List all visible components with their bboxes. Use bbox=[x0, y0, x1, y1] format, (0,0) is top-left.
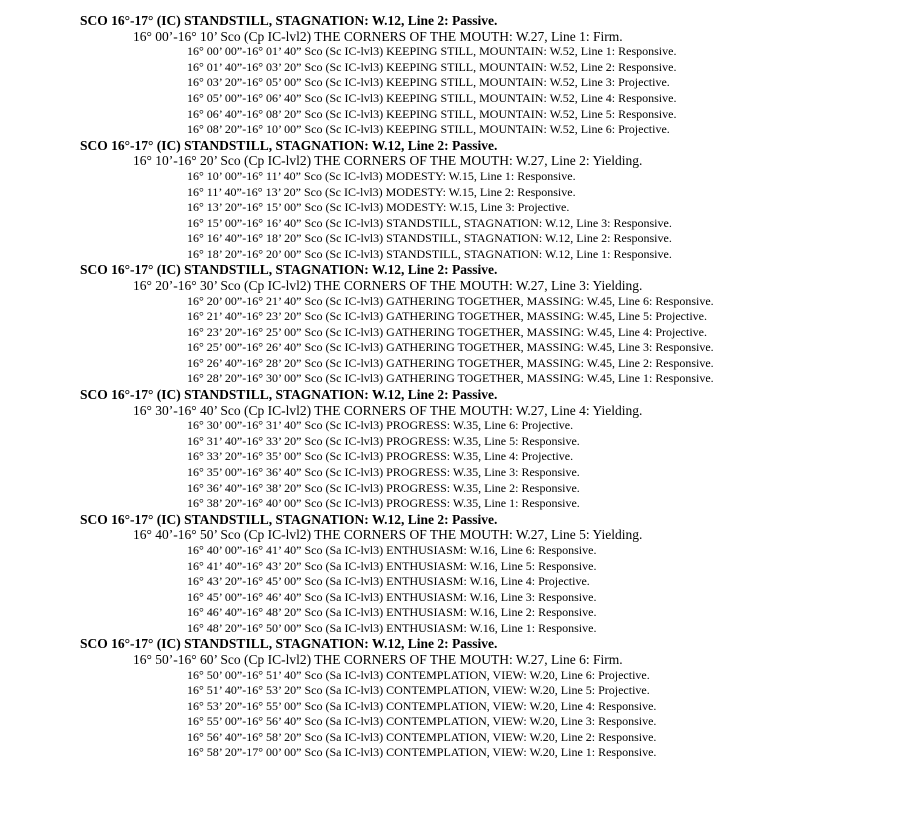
detail-line: 16° 26’ 40”-16° 28’ 20” Sco (Sc IC-lvl3) GATHERING TOGETHER, MASSING: W.45, Line 2: Responsive. bbox=[187, 355, 714, 370]
detail-line: 16° 06’ 40”-16° 08’ 20” Sco (Sc IC-lvl3) KEEPING STILL, MOUNTAIN: W.52, Line 5: Responsive. bbox=[187, 106, 677, 121]
detail-line: 16° 05’ 00”-16° 06’ 40” Sco (Sc IC-lvl3) KEEPING STILL, MOUNTAIN: W.52, Line 4: Responsive. bbox=[187, 91, 677, 106]
detail-line: 16° 56’ 40”-16° 58’ 20” Sco (Sa IC-lvl3) CONTEMPLATION, VIEW: W.20, Line 2: Responsive. bbox=[187, 729, 657, 744]
section-1 bbox=[0, 13, 900, 138]
detail-line: 16° 50’ 00”-16° 51’ 40” Sco (Sa IC-lvl3) CONTEMPLATION, VIEW: W.20, Line 6: Projective. bbox=[187, 667, 650, 682]
detail-line: 16° 20’ 00”-16° 21’ 40” Sco (Sc IC-lvl3) GATHERING TOGETHER, MASSING: W.45, Line 6: Responsive. bbox=[187, 293, 714, 308]
section-heading: SCO 16°-17° (IC) STANDSTILL, STAGNATION: W.12, Line 2: Passive. bbox=[80, 386, 498, 402]
detail-line: 16° 23’ 20”-16° 25’ 00” Sco (Sc IC-lvl3) GATHERING TOGETHER, MASSING: W.45, Line 4: Projective. bbox=[187, 324, 707, 339]
section-5 bbox=[0, 512, 900, 637]
section-3 bbox=[0, 262, 900, 387]
detail-line: 16° 15’ 00”-16° 16’ 40” Sco (Sc IC-lvl3) STANDSTILL, STAGNATION: W.12, Line 3: Responsive. bbox=[187, 215, 672, 230]
subsection-heading: 16° 30’-16° 40’ Sco (Cp IC-lvl2) THE CORNERS OF THE MOUTH: W.27, Line 4: Yielding. bbox=[133, 402, 643, 418]
detail-line: 16° 28’ 20”-16° 30’ 00” Sco (Sc IC-lvl3) GATHERING TOGETHER, MASSING: W.45, Line 1: Responsive. bbox=[187, 371, 714, 386]
subsection-heading: 16° 10’-16° 20’ Sco (Cp IC-lvl2) THE CORNERS OF THE MOUTH: W.27, Line 2: Yielding. bbox=[133, 153, 643, 169]
detail-line: 16° 08’ 20”-16° 10’ 00” Sco (Sc IC-lvl3) KEEPING STILL, MOUNTAIN: W.52, Line 6: Projective. bbox=[187, 122, 670, 137]
subsection-heading: 16° 40’-16° 50’ Sco (Cp IC-lvl2) THE CORNERS OF THE MOUTH: W.27, Line 5: Yielding. bbox=[133, 527, 643, 543]
section-heading: SCO 16°-17° (IC) STANDSTILL, STAGNATION: W.12, Line 2: Passive. bbox=[80, 511, 498, 527]
detail-line: 16° 41’ 40”-16° 43’ 20” Sco (Sa IC-lvl3) ENTHUSIASM: W.16, Line 5: Responsive. bbox=[187, 558, 597, 573]
section-heading: SCO 16°-17° (IC) STANDSTILL, STAGNATION: W.12, Line 2: Passive. bbox=[80, 137, 498, 153]
detail-line: 16° 33’ 20”-16° 35’ 00” Sco (Sc IC-lvl3) PROGRESS: W.35, Line 4: Projective. bbox=[187, 449, 574, 464]
detail-line: 16° 25’ 00”-16° 26’ 40” Sco (Sc IC-lvl3) GATHERING TOGETHER, MASSING: W.45, Line 3: Responsive. bbox=[187, 340, 714, 355]
section-6 bbox=[0, 636, 900, 761]
detail-line: 16° 31’ 40”-16° 33’ 20” Sco (Sc IC-lvl3) PROGRESS: W.35, Line 5: Responsive. bbox=[187, 433, 580, 448]
detail-line: 16° 13’ 20”-16° 15’ 00” Sco (Sc IC-lvl3) MODESTY: W.15, Line 3: Projective. bbox=[187, 200, 570, 215]
section-heading: SCO 16°-17° (IC) STANDSTILL, STAGNATION: W.12, Line 2: Passive. bbox=[80, 13, 498, 28]
detail-line: 16° 01’ 40”-16° 03’ 20” Sco (Sc IC-lvl3) KEEPING STILL, MOUNTAIN: W.52, Line 2: Responsive. bbox=[187, 59, 677, 74]
detail-line: 16° 45’ 00”-16° 46’ 40” Sco (Sa IC-lvl3) ENTHUSIASM: W.16, Line 3: Responsive. bbox=[187, 589, 597, 604]
detail-line: 16° 16’ 40”-16° 18’ 20” Sco (Sc IC-lvl3) STANDSTILL, STAGNATION: W.12, Line 2: Responsive. bbox=[187, 231, 672, 246]
detail-line: 16° 11’ 40”-16° 13’ 20” Sco (Sc IC-lvl3) MODESTY: W.15, Line 2: Responsive. bbox=[187, 184, 576, 199]
detail-line: 16° 46’ 40”-16° 48’ 20” Sco (Sa IC-lvl3) ENTHUSIASM: W.16, Line 2: Responsive. bbox=[187, 605, 597, 620]
detail-line: 16° 53’ 20”-16° 55’ 00” Sco (Sa IC-lvl3) CONTEMPLATION, VIEW: W.20, Line 4: Responsive. bbox=[187, 698, 657, 713]
detail-line: 16° 43’ 20”-16° 45’ 00” Sco (Sa IC-lvl3) ENTHUSIASM: W.16, Line 4: Projective. bbox=[187, 574, 590, 589]
detail-line: 16° 18’ 20”-16° 20’ 00” Sco (Sc IC-lvl3) STANDSTILL, STAGNATION: W.12, Line 1: Responsive. bbox=[187, 246, 672, 261]
detail-line: 16° 21’ 40”-16° 23’ 20” Sco (Sc IC-lvl3) GATHERING TOGETHER, MASSING: W.45, Line 5: Projective. bbox=[187, 309, 707, 324]
detail-line: 16° 38’ 20”-16° 40’ 00” Sco (Sc IC-lvl3) PROGRESS: W.35, Line 1: Responsive. bbox=[187, 496, 580, 511]
detail-line: 16° 03’ 20”-16° 05’ 00” Sco (Sc IC-lvl3) KEEPING STILL, MOUNTAIN: W.52, Line 3: Projective. bbox=[187, 75, 670, 90]
detail-line: 16° 35’ 00”-16° 36’ 40” Sco (Sc IC-lvl3) PROGRESS: W.35, Line 3: Responsive. bbox=[187, 464, 580, 479]
subsection-heading: 16° 50’-16° 60’ Sco (Cp IC-lvl2) THE CORNERS OF THE MOUTH: W.27, Line 6: Firm. bbox=[133, 651, 623, 667]
section-heading: SCO 16°-17° (IC) STANDSTILL, STAGNATION: W.12, Line 2: Passive. bbox=[80, 262, 498, 278]
detail-line: 16° 36’ 40”-16° 38’ 20” Sco (Sc IC-lvl3) PROGRESS: W.35, Line 2: Responsive. bbox=[187, 480, 580, 495]
detail-line: 16° 10’ 00”-16° 11’ 40” Sco (Sc IC-lvl3) MODESTY: W.15, Line 1: Responsive. bbox=[187, 169, 576, 184]
detail-line: 16° 30’ 00”-16° 31’ 40” Sco (Sc IC-lvl3) PROGRESS: W.35, Line 6: Projective. bbox=[187, 418, 574, 433]
section-4 bbox=[0, 387, 900, 512]
subsection-heading: 16° 00’-16° 10’ Sco (Cp IC-lvl2) THE CORNERS OF THE MOUTH: W.27, Line 1: Firm. bbox=[133, 28, 623, 44]
detail-line: 16° 51’ 40”-16° 53’ 20” Sco (Sa IC-lvl3) CONTEMPLATION, VIEW: W.20, Line 5: Projective. bbox=[187, 683, 650, 698]
detail-line: 16° 00’ 00”-16° 01’ 40” Sco (Sc IC-lvl3) KEEPING STILL, MOUNTAIN: W.52, Line 1: Responsive. bbox=[187, 44, 677, 59]
detail-line: 16° 40’ 00”-16° 41’ 40” Sco (Sa IC-lvl3) ENTHUSIASM: W.16, Line 6: Responsive. bbox=[187, 543, 597, 557]
detail-line: 16° 48’ 20”-16° 50’ 00” Sco (Sa IC-lvl3) ENTHUSIASM: W.16, Line 1: Responsive. bbox=[187, 620, 597, 635]
detail-line: 16° 55’ 00”-16° 56’ 40” Sco (Sa IC-lvl3) CONTEMPLATION, VIEW: W.20, Line 3: Responsive. bbox=[187, 714, 657, 729]
detail-line: 16° 58’ 20”-17° 00’ 00” Sco (Sa IC-lvl3) CONTEMPLATION, VIEW: W.20, Line 1: Responsive. bbox=[187, 745, 657, 760]
section-2 bbox=[0, 138, 900, 263]
subsection-heading: 16° 20’-16° 30’ Sco (Cp IC-lvl2) THE CORNERS OF THE MOUTH: W.27, Line 3: Yielding. bbox=[133, 278, 643, 293]
section-heading: SCO 16°-17° (IC) STANDSTILL, STAGNATION: W.12, Line 2: Passive. bbox=[80, 636, 498, 652]
